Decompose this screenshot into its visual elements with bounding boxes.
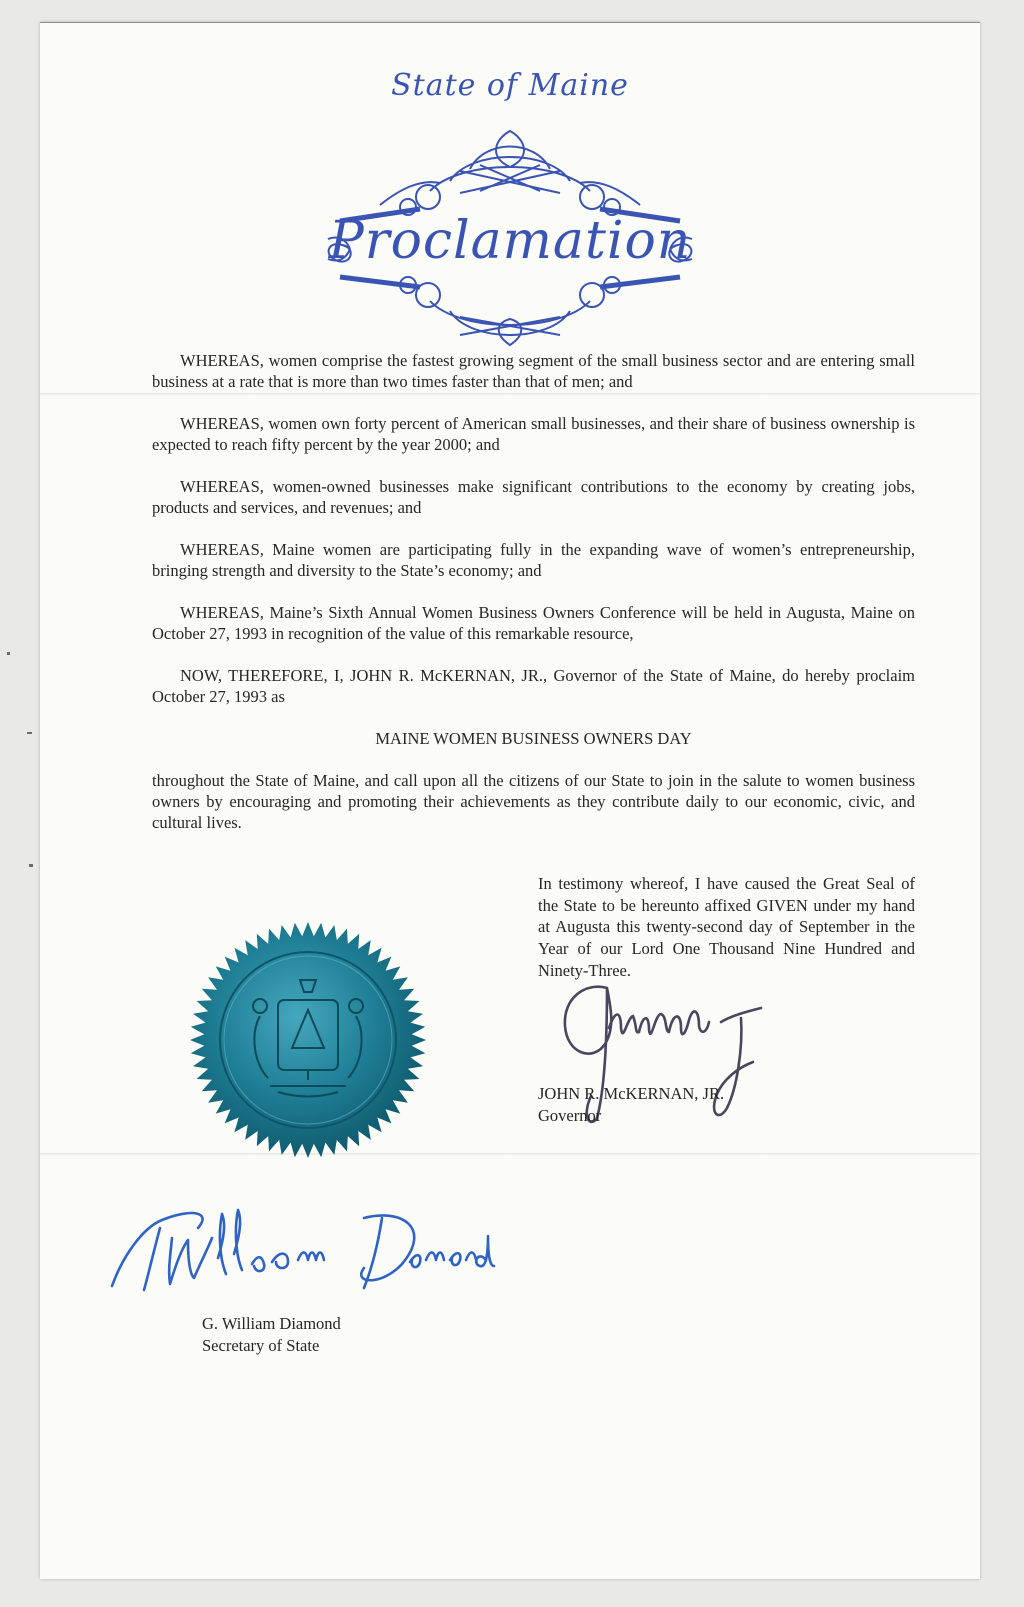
- secretary-title: Secretary of State: [202, 1336, 320, 1355]
- whereas-paragraph: WHEREAS, women-owned businesses make significant contributions to the economy by creating jobs, products and services, and revenues; and: [152, 477, 915, 517]
- secretary-name: G. William Diamond: [202, 1314, 341, 1333]
- whereas-paragraph: WHEREAS, women own forty percent of American small businesses, and their share of business ownership is expected to reach fifty percent by the year 2000; and: [152, 414, 915, 454]
- proclaimed-day-title: MAINE WOMEN BUSINESS OWNERS DAY: [375, 729, 692, 748]
- secretary-block: [202, 1313, 341, 1357]
- testimony-paragraph: In testimony whereof, I have caused the Great Seal of the State to be hereunto affixed GIVEN under my hand at Augusta this twenty-second day of September in the Year of our Lord One Thousand Nine Hundred and Ninety-Three.: [538, 874, 915, 980]
- governor-block: [538, 1083, 724, 1127]
- scan-speck: [29, 864, 33, 867]
- governor-title: Governor: [538, 1106, 602, 1125]
- scan-speck: [7, 652, 10, 655]
- secretary-signature: [102, 1198, 502, 1308]
- state-of-maine-heading: State of Maine: [391, 68, 629, 103]
- seal-image: [188, 920, 428, 1160]
- proclamation-emblem: [310, 109, 710, 359]
- closing-paragraph: throughout the State of Maine, and call upon all the citizens of our State to join in the salute to women business owners by encouraging and promoting their achievements as they contribute daily to our economic, civic, and cultural lives.: [152, 771, 915, 832]
- fold-line: [40, 1153, 980, 1155]
- scan-speck: [27, 732, 32, 734]
- great-seal-of-maine: [188, 920, 428, 1160]
- proclamation-body: [152, 350, 915, 854]
- whereas-paragraph: WHEREAS, Maine women are participating fully in the expanding wave of women’s entrepreneurship, bringing strength and diversity to the State’s economy; and: [152, 540, 915, 580]
- proclamation-title: Proclamation: [328, 211, 692, 271]
- governor-name: JOHN R. McKERNAN, JR.: [538, 1084, 725, 1103]
- now-therefore-paragraph: NOW, THEREFORE, I, JOHN R. McKERNAN, JR., Governor of the State of Maine, do hereby proclaim October 27, 1993 as: [152, 666, 915, 706]
- whereas-paragraph: WHEREAS, Maine’s Sixth Annual Women Business Owners Conference will be held in Augusta, Maine on October 27, 1993 in recognition of the value of this remarkable resource,: [152, 603, 915, 643]
- proclamation-document: [40, 22, 980, 1579]
- whereas-paragraph: WHEREAS, women comprise the fastest growing segment of the small business sector and are entering small business at a rate that is more than two times faster than that of men; and: [152, 351, 915, 391]
